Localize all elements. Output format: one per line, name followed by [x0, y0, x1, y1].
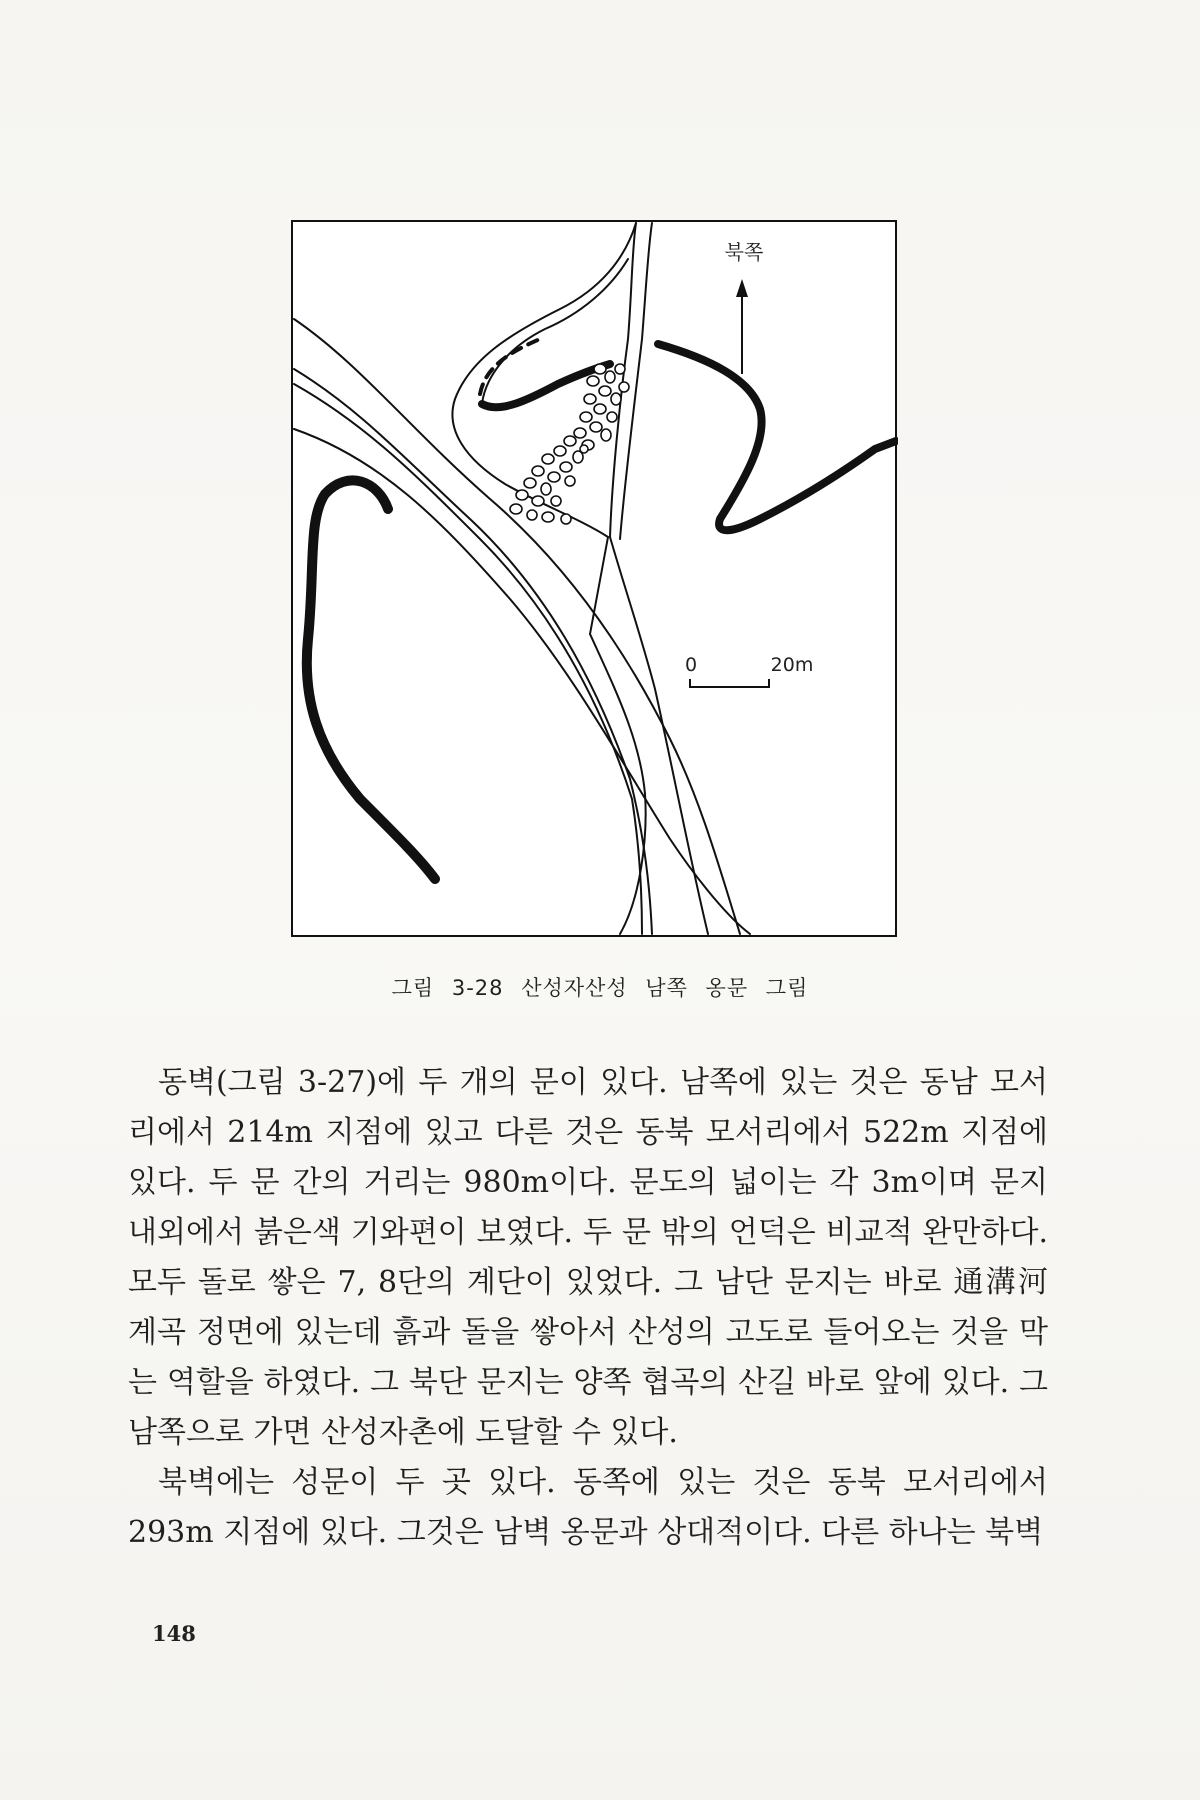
paragraph: 북벽에는 성문이 두 곳 있다. 동쪽에 있는 것은 동북 모서리에서 293m 지점에 있다. 그것은 남벽 옹문과 상대적이다. 다른 하나는 북벽	[128, 1465, 1048, 1550]
scale-end-label: 20m	[770, 654, 814, 676]
gate-map-drawing	[290, 219, 898, 938]
figure-caption: 그림 3-28 산성자산성 남쪽 옹문 그림	[391, 976, 809, 1000]
scale-start-label: 0	[684, 654, 698, 676]
gate-map-figure	[290, 219, 898, 938]
paragraph: 동벽(그림 3-27)에 두 개의 문이 있다. 남쪽에 있는 것은 동남 모서리에서 214m 지점에 있고 다른 것은 동북 모서리에서 522m 지점에 있다. 두 문 간의 거리는 980m이다. 문도의 넓이는 각 3m이며 문지 내외에서 붉은색 기와편이 보였다. 두 문 밖의 언덕은 비교적 완만하다. 모두 돌로 쌓은 7, 8단의 계단이 있었다. 그 남단 문지는 바로 通溝河 계곡 정면에 있는데 흙과 돌을 쌓아서 산성의 고도로 들어오는 것을 막는 역할을 하였다. 그 북단 문지는 양쪽 협곡의 산길 바로 앞에 있다. 그 남쪽으로 가면 산성자촌에 도달할 수 있다.	[128, 1065, 1048, 1450]
north-label: 북쪽	[724, 240, 764, 264]
body-text	[128, 1058, 1048, 1558]
page-number: 148	[152, 1621, 196, 1646]
